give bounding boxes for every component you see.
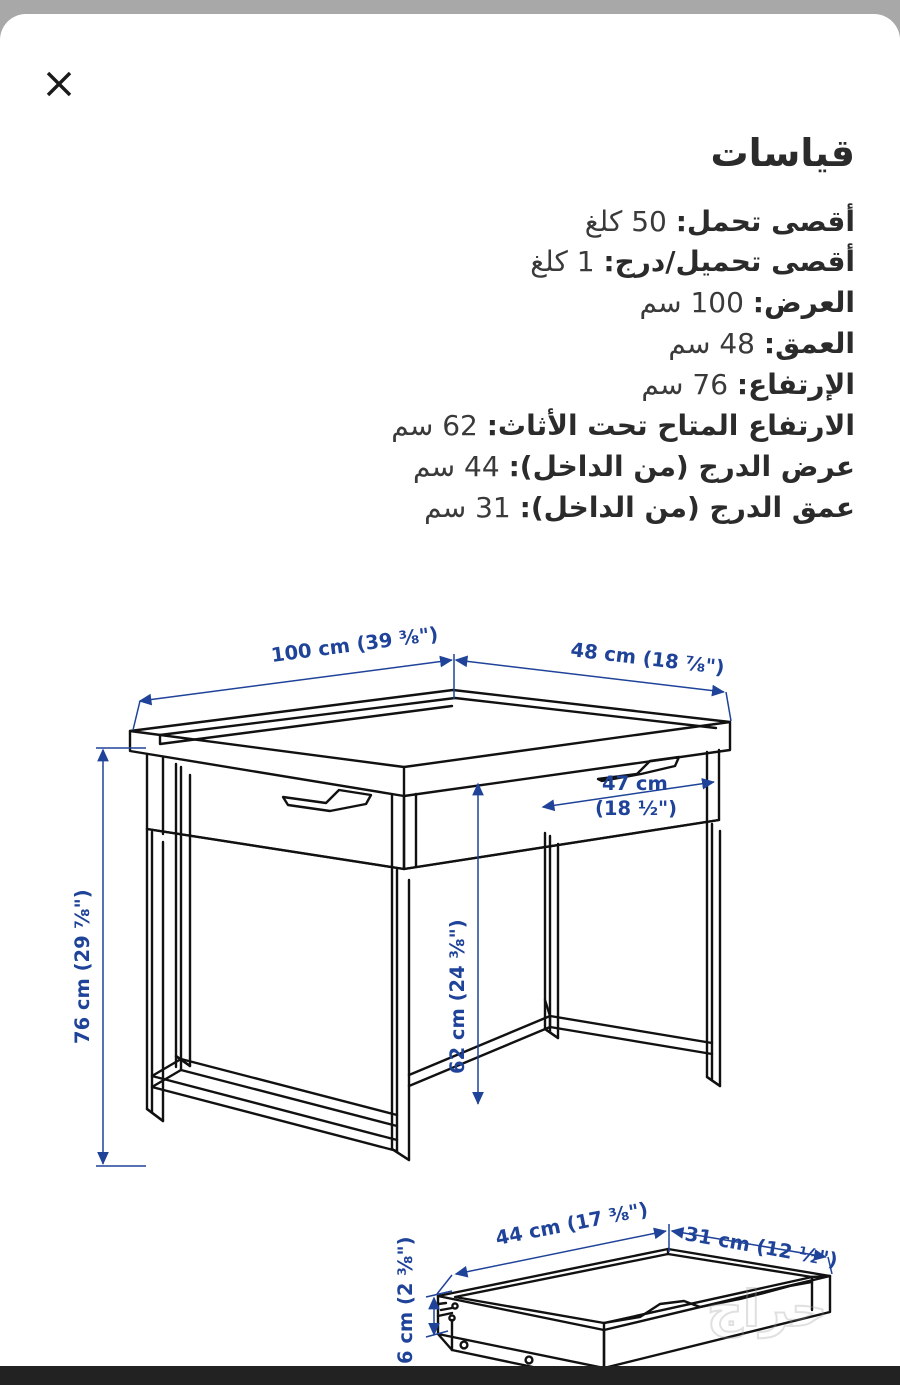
spec-row-drawer-width xyxy=(35,447,855,488)
spec-label: عرض الدرج (من الداخل): xyxy=(508,449,855,483)
spec-row-drawer-depth xyxy=(35,488,855,529)
spec-label: أقصى تحمل: xyxy=(675,204,855,238)
close-icon[interactable] xyxy=(33,58,85,110)
spec-label: العمق: xyxy=(763,327,855,361)
measurements-modal-sheet xyxy=(0,14,900,1366)
spec-row-max-load-per-drawer xyxy=(35,242,855,283)
close-icon-glyph xyxy=(44,69,74,99)
dim-label-clearance: 62 cm (24 ⅜") xyxy=(446,919,469,1074)
spec-label: أقصى تحميل/درج: xyxy=(603,245,855,279)
spec-value: 31 سم xyxy=(424,490,511,524)
bottom-bar xyxy=(0,1366,900,1385)
desk-line-art xyxy=(130,690,730,1160)
spec-row-clearance xyxy=(35,406,855,447)
spec-value: 48 سم xyxy=(668,327,755,361)
spec-value: 100 سم xyxy=(639,286,744,320)
measurements-section xyxy=(35,130,855,529)
dimension-labels xyxy=(71,622,726,1074)
dim-label-inner-span-inch: (18 ½") xyxy=(595,797,678,820)
page-title: قياسات xyxy=(710,131,855,175)
spec-value: 76 سم xyxy=(641,368,729,401)
spec-value: 62 سم xyxy=(391,408,478,442)
spec-row-width xyxy=(35,283,855,324)
dim-label-desk-depth: 48 cm (18 ⅞") xyxy=(569,638,726,680)
dim-label-desk-width: 100 cm (39 ⅜") xyxy=(269,622,440,667)
spec-row-height xyxy=(35,365,855,406)
spec-value: 44 سم xyxy=(413,449,500,483)
watermark-text: حراج xyxy=(706,1280,828,1338)
spec-row-max-load xyxy=(35,202,855,243)
spec-label: الارتفاع المتاح تحت الأثاث: xyxy=(486,408,855,442)
dim-label-drawer-width: 44 cm (17 ⅜") xyxy=(493,1197,650,1250)
dim-label-drawer-height: 6 cm (2 ⅜") xyxy=(394,1236,417,1364)
spec-value: 50 كلغ xyxy=(584,204,667,238)
dim-label-drawer-depth: 31 cm (12 ½") xyxy=(683,1222,840,1272)
spec-label: العرض: xyxy=(752,286,855,320)
spec-label: عمق الدرج (من الداخل): xyxy=(519,490,855,524)
dim-label-inner-span: 47 cm xyxy=(602,772,668,795)
drawer-line-art xyxy=(438,1249,830,1366)
product-dimension-diagram xyxy=(0,604,900,1366)
spec-label: الإرتفاع: xyxy=(736,368,855,401)
spec-row-depth xyxy=(35,324,855,365)
dim-label-desk-height: 76 cm (29 ⅞") xyxy=(71,889,94,1044)
diagram-svg xyxy=(0,604,900,1366)
spec-value: 1 كلغ xyxy=(530,245,595,279)
